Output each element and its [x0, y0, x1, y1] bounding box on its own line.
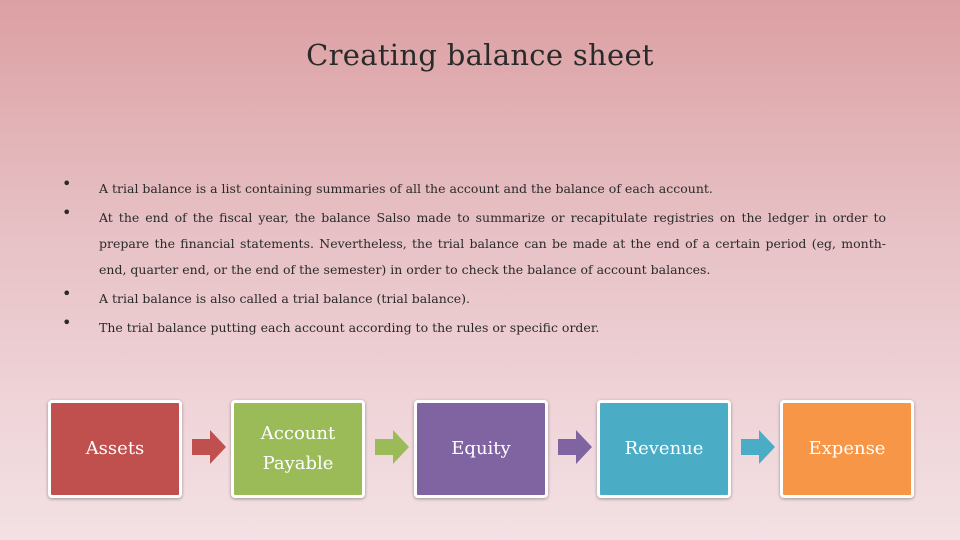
flow-box-label: Expense [808, 438, 886, 459]
bullet-item [62, 176, 886, 202]
flow-box-label: Assets [85, 438, 145, 459]
bullet-text: The trial balance putting each account according to the rules or specific order. [99, 320, 600, 335]
flow-box-label: Revenue [624, 438, 704, 459]
process-flow [48, 400, 914, 500]
flow-box-expense [780, 400, 914, 498]
right-arrow-icon [192, 430, 226, 464]
bullet-item [62, 286, 886, 312]
right-arrow-icon [375, 430, 409, 464]
flow-box-account-payable [231, 400, 365, 498]
bullet-text: A trial balance is a list containing summaries of all the account and the balance of each account. [99, 181, 713, 196]
bullet-dot-icon: • [62, 203, 72, 222]
bullet-dot-icon: • [62, 284, 72, 303]
slide-title: Creating balance sheet [306, 38, 654, 72]
flow-box-label: Equity [451, 438, 511, 459]
bullet-text: A trial balance is also called a trial balance (trial balance). [99, 291, 470, 306]
flow-box-equity [414, 400, 548, 498]
flow-box-assets [48, 400, 182, 498]
bullet-item [62, 315, 886, 341]
bullet-list [62, 176, 886, 344]
bullet-text: At the end of the fiscal year, the balance Salso made to summarize or recapitulate registries on the ledger in order to prepare the financial statements. Nevertheless, the trial balance can be made at the end of a certain period (eg, month-end, quarter end, or the end of the semester) in order to check the balance of account balances. [99, 210, 886, 277]
right-arrow-icon [558, 430, 592, 464]
bullet-dot-icon: • [62, 313, 72, 332]
right-arrow-icon [741, 430, 775, 464]
bullet-item [62, 205, 886, 283]
flow-box-label: Account Payable [260, 423, 336, 474]
flow-box-revenue [597, 400, 731, 498]
bullet-dot-icon: • [62, 174, 72, 193]
